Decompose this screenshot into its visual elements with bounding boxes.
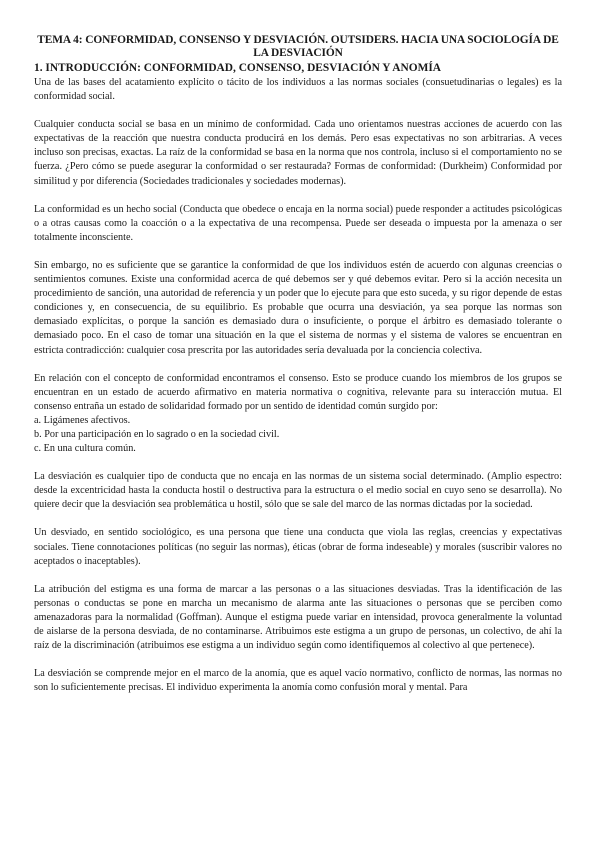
paragraph-sin-embargo: Sin embargo, no es suficiente que se garantice la conformidad de que los individuos estén de acuerdo con algunas creencias o sentimientos comunes. Existe una conformidad acerca de qué debemos ser y qué debemos evitar. Pero si la acción necesita un procedimiento de sanción, una autoridad de referencia y un poder que lo ejecute para que esto suceda, y su rigor depende de estas condiciones y, en consecuencia, de su equilibrio. Es probable que ocurra una desviación, ya sea porque las normas son demasiado explícitas, o porque la sanción es demasiado dura o insuficiente, o porque el árbitro es demasiado tolerante o demasiado poco. En el caso de tomar una situación en la que el sistema de normas y el sistema de valores se encuentran en estricta contradicción: cualquier cosa prescrita por las autoridades sería devaluada por la conciencia colectiva. <box>34 259 562 356</box>
paragraph-anomia: La desviación se comprende mejor en el marco de la anomía, que es aquel vacío normativo, conflicto de normas, las normas no son lo suficientemente precisas. El individuo experimenta la anomía como confusión moral y mental. Para <box>34 668 562 694</box>
paragraph-hecho-social: La conformidad es un hecho social (Conducta que obedece o encaja en la norma social) puede responder a actitudes psicológicas o a otras causas como la coacción o a la expectativa de una recompensa. Puede ser deseada o impuesta por la amenaza o ser totalmente inconsciente. <box>34 203 562 243</box>
list-item: c. En una cultura común. <box>34 443 136 455</box>
list-item: a. Ligámenes afectivos. <box>34 414 131 426</box>
paragraph-conformidad-bases: Una de las bases del acatamiento explícito o tácito de los individuos a las normas sociales (consuetudinarias o legales) es la conformidad social. <box>34 77 562 103</box>
consenso-list <box>34 414 562 456</box>
document-title: TEMA 4: CONFORMIDAD, CONSENSO Y DESVIACIÓN. OUTSIDERS. HACIA UNA SOCIOLOGÍA DE LA DESVIACIÓN <box>37 34 559 59</box>
section-heading: 1. INTRODUCCIÓN: CONFORMIDAD, CONSENSO, DESVIACIÓN Y ANOMÍA <box>34 62 442 74</box>
list-item: b. Por una participación en lo sagrado o en la sociedad civil. <box>34 428 280 440</box>
paragraph-desviacion: La desviación es cualquier tipo de conducta que no encaja en las normas de un sistema social determinado. (Amplio espectro: desde la excentricidad hasta la conducta hostil o destructiva para la estructura o el medio social en cuyo seno se desarrolla). No quiere decir que la desviación sea problemática u hostil, sólo que se sale del marco de las normas dictadas por la sociedad. <box>34 471 562 511</box>
paragraph-conducta-social: Cualquier conducta social se basa en un mínimo de conformidad. Cada uno orientamos nuestras acciones de acuerdo con las expectativas de la reacción que nuestra conducta producirá en los demás. Pero esas expectativas no son arbitrarias. A veces incluso son precisas, exactas. La raíz de la conformidad se basa en la norma que nos controla, incluso si el comportamiento no se fuerza. ¿Pero cómo se puede asegurar la conformidad o ser restaurada? Formas de conformidad: (Durkheim) Conformidad por similitud y por diferencia (Sociedades tradicionales y sociedades modernas). <box>34 119 562 187</box>
paragraph-desviado: Un desviado, en sentido sociológico, es una persona que tiene una conducta que viola las reglas, creencias y expectativas sociales. Tiene connotaciones políticas (no seguir las normas), éticas (obrar de forma indeseable) y morales (suscribir valores no aceptados o inaceptables). <box>34 527 562 567</box>
paragraph-consenso: En relación con el concepto de conformidad encontramos el consenso. Esto se produce cuando los miembros de los grupos se encuentran en un estado de acuerdo afirmativo en materia normativa o cognitiva, relevante para su interacción mutua. El consenso entraña un estado de solidaridad formado por un sentido de identidad común surgido por: <box>34 372 562 412</box>
paragraph-estigma: La atribución del estigma es una forma de marcar a las personas o a las situaciones desviadas. Tras la identificación de las personas o conductas se pone en marcha un mecanismo de alarma ante las situaciones o personas que se perciben como amenazadoras para la normalidad (Goffman). Aunque el estigma puede variar en intensidad, provoca generalmente la voluntad de aislarse de la persona desviada, de no contaminarse. Atribuimos este estigma a un grupo de personas, un colectivo, de ahí la raíz de la discriminación (atribuimos ese estigma a un individuo según como identifiquemos al colectivo al que pertenece). <box>34 583 562 652</box>
